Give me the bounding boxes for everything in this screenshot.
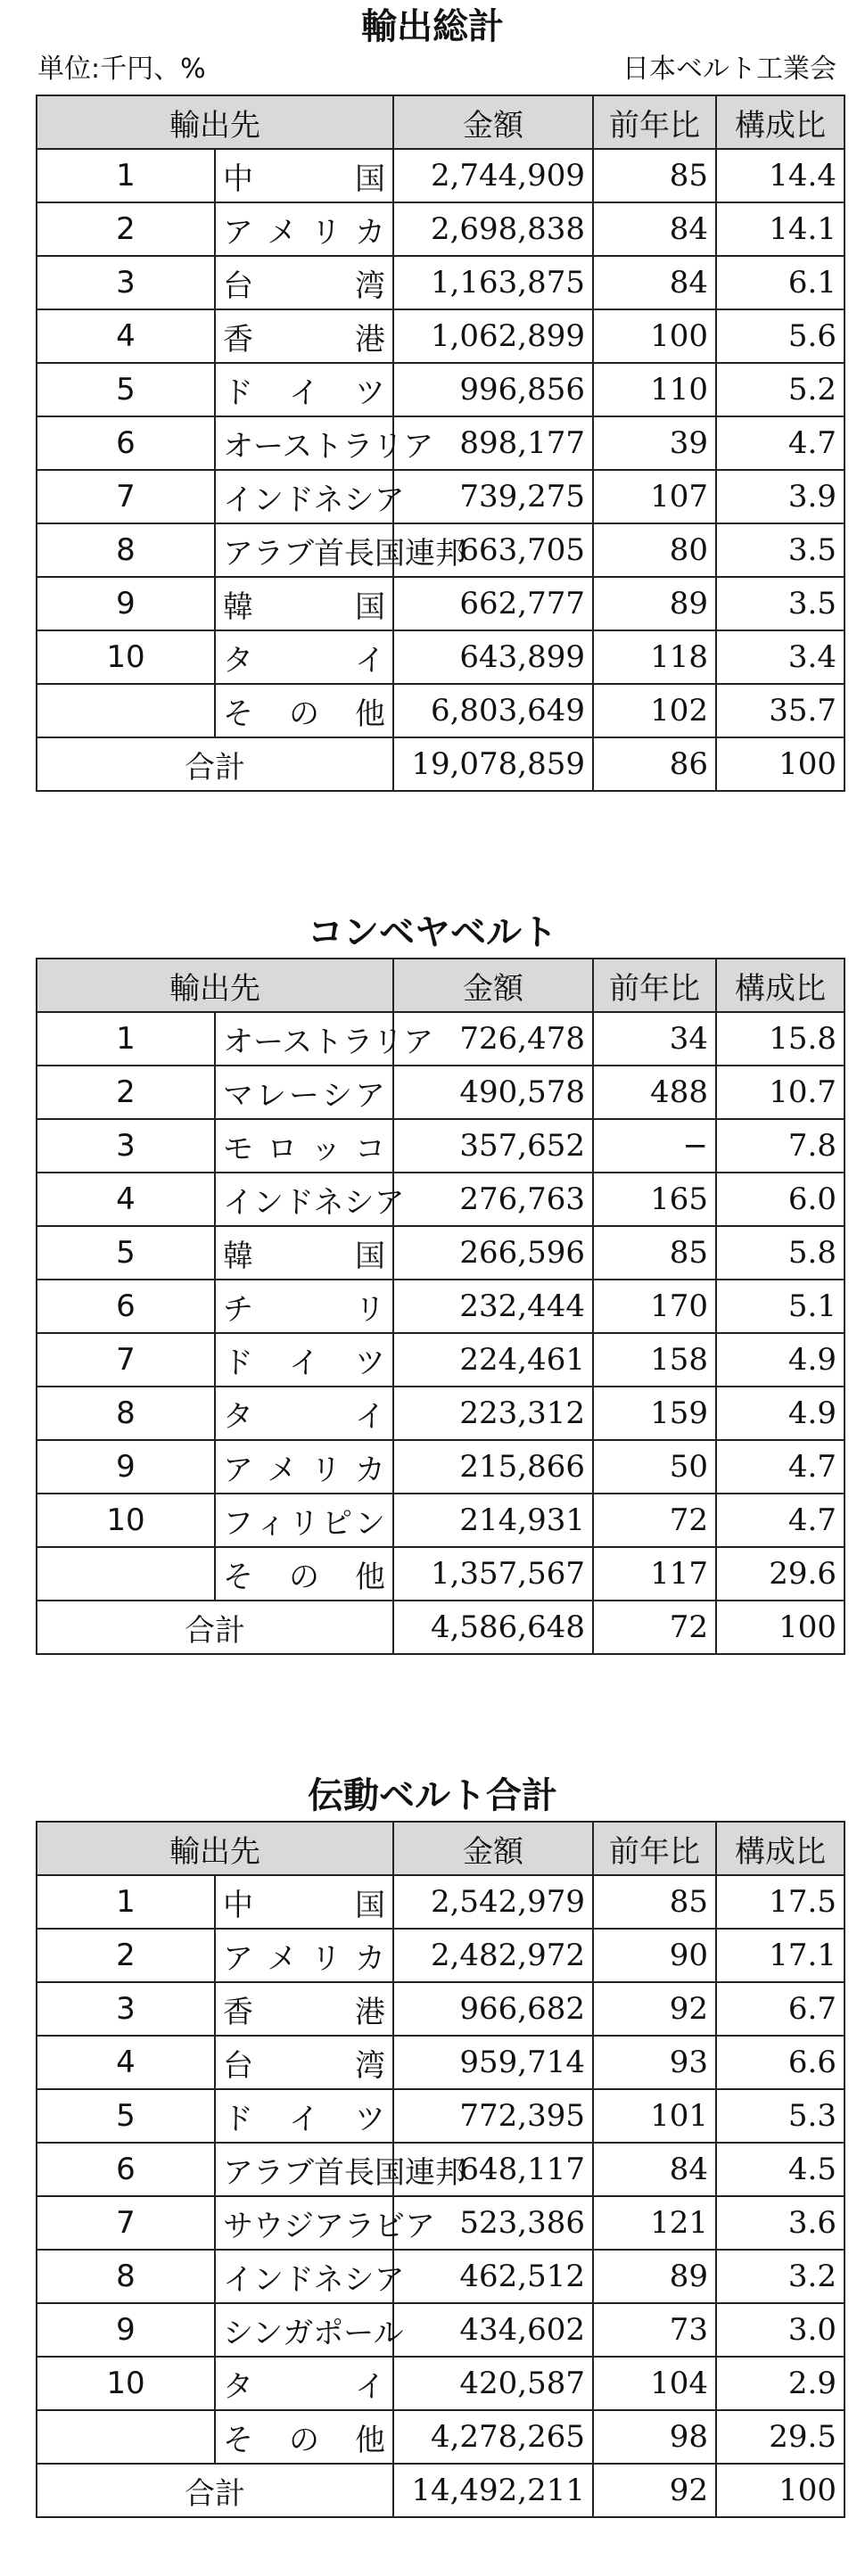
share-cell: 3.5 [716,523,844,577]
yoy-cell: 89 [593,2250,716,2303]
amount-cell: 462,512 [393,2250,593,2303]
amount-cell: 772,395 [393,2089,593,2143]
destination-cell [215,1066,393,1119]
header-amount: 金額 [393,1822,593,1875]
yoy-cell: 110 [593,363,716,416]
yoy-cell: 90 [593,1929,716,1982]
amount-cell: 276,763 [393,1173,593,1226]
yoy-cell: 34 [593,1012,716,1066]
yoy-cell: 50 [593,1440,716,1494]
destination-name: タ イ [223,1398,385,1435]
share-cell: 2.9 [716,2357,844,2410]
table-row [37,1012,844,1066]
amount-cell: 1,357,567 [393,1547,593,1601]
rank-cell: 5 [37,1226,215,1280]
share-cell: 4.9 [716,1387,844,1440]
yoy-cell: 85 [593,149,716,202]
yoy-cell: 72 [593,1494,716,1547]
share-cell: 5.3 [716,2089,844,2143]
table-header-row [37,95,844,149]
destination-cell [215,1440,393,1494]
share-cell: 3.2 [716,2250,844,2303]
share-cell: 3.9 [716,470,844,523]
amount-cell: 2,698,838 [393,202,593,256]
yoy-cell: 170 [593,1280,716,1333]
table-row [37,256,844,309]
share-cell: 4.7 [716,1494,844,1547]
rank-cell [37,684,215,737]
destination-name: タ イ [223,642,385,679]
yoy-cell: − [593,1119,716,1173]
table-row [37,1173,844,1226]
yoy-cell: 117 [593,1547,716,1601]
destination-cell: インドネシア [215,2250,393,2303]
table-row [37,2089,844,2143]
rank-cell: 6 [37,1280,215,1333]
destination-name: タ イ [223,2368,385,2405]
table-row [37,630,844,684]
export-table [36,958,845,1655]
rank-cell [37,1547,215,1601]
destination-name: 中 国 [223,160,385,197]
amount-cell: 663,705 [393,523,593,577]
yoy-cell: 158 [593,1333,716,1387]
destination-cell: アラブ首長国連邦 [215,523,393,577]
yoy-cell: 159 [593,1387,716,1440]
total-amount: 4,586,648 [393,1601,593,1654]
amount-cell: 996,856 [393,363,593,416]
header-yoy: 前年比 [593,95,716,149]
yoy-cell: 85 [593,1226,716,1280]
amount-cell: 2,482,972 [393,1929,593,1982]
destination-cell [215,1929,393,1982]
table-row [37,577,844,630]
rank-cell: 3 [37,256,215,309]
rank-cell: 8 [37,523,215,577]
destination-cell [215,1387,393,1440]
amount-cell: 434,602 [393,2303,593,2357]
total-yoy: 72 [593,1601,716,1654]
table-row [37,684,844,737]
yoy-cell: 84 [593,256,716,309]
share-cell: 3.6 [716,2196,844,2250]
total-row [37,1601,844,1654]
destination-cell [215,577,393,630]
yoy-cell: 102 [593,684,716,737]
source-label: 日本ベルト工業会 [622,53,836,85]
rank-cell: 6 [37,2143,215,2196]
rank-cell: 4 [37,1173,215,1226]
header-yoy: 前年比 [593,1822,716,1875]
share-cell: 17.1 [716,1929,844,1982]
destination-cell [215,1280,393,1333]
total-share: 100 [716,2464,844,2517]
share-cell: 3.5 [716,577,844,630]
share-cell: 4.7 [716,1440,844,1494]
destination-name: マ レ ー シ ア [223,1077,385,1114]
amount-cell: 232,444 [393,1280,593,1333]
total-share: 100 [716,1601,844,1654]
destination-name: 中 国 [223,1887,385,1923]
share-cell: 29.5 [716,2410,844,2464]
share-cell: 5.1 [716,1280,844,1333]
destination-cell [215,149,393,202]
table-row [37,1982,844,2036]
header-share: 構成比 [716,959,844,1012]
destination-name: そ の 他 [223,2422,385,2458]
yoy-cell: 84 [593,2143,716,2196]
rank-cell: 3 [37,1119,215,1173]
table-header-row [37,1822,844,1875]
share-cell: 6.6 [716,2036,844,2089]
share-cell: 35.7 [716,684,844,737]
rank-cell: 10 [37,630,215,684]
amount-cell: 662,777 [393,577,593,630]
yoy-cell: 107 [593,470,716,523]
rank-cell: 2 [37,1066,215,1119]
amount-cell: 215,866 [393,1440,593,1494]
table-row [37,1066,844,1119]
table-row [37,523,844,577]
table-row [37,2250,844,2303]
table-row [37,1494,844,1547]
amount-cell: 898,177 [393,416,593,470]
section-title: コンベヤベルト [308,912,557,953]
rank-cell: 8 [37,2250,215,2303]
table-row [37,1440,844,1494]
share-cell: 3.0 [716,2303,844,2357]
rank-cell: 7 [37,1333,215,1387]
total-label: 合計 [37,1601,393,1654]
total-amount: 14,492,211 [393,2464,593,2517]
table-row [37,2036,844,2089]
table-row [37,1280,844,1333]
share-cell: 7.8 [716,1119,844,1173]
destination-cell: アラブ首長国連邦 [215,2143,393,2196]
amount-cell: 739,275 [393,470,593,523]
amount-cell: 6,803,649 [393,684,593,737]
section-title: 伝動ベルト合計 [308,1775,557,1816]
yoy-cell: 84 [593,202,716,256]
rank-cell: 2 [37,1929,215,1982]
table-row [37,416,844,470]
table-body [37,149,844,791]
share-cell: 29.6 [716,1547,844,1601]
rank-cell: 1 [37,1875,215,1929]
destination-cell: オーストラリア [215,416,393,470]
destination-cell [215,1547,393,1601]
amount-cell: 523,386 [393,2196,593,2250]
rank-cell: 9 [37,577,215,630]
destination-cell [215,2036,393,2089]
share-cell: 14.4 [716,149,844,202]
destination-name: そ の 他 [223,695,385,732]
rank-cell: 10 [37,1494,215,1547]
amount-cell: 266,596 [393,1226,593,1280]
share-cell: 15.8 [716,1012,844,1066]
total-yoy: 86 [593,737,716,791]
destination-cell [215,1982,393,2036]
destination-cell [215,1875,393,1929]
yoy-cell: 85 [593,1875,716,1929]
amount-cell: 357,652 [393,1119,593,1173]
share-cell: 14.1 [716,202,844,256]
yoy-cell: 93 [593,2036,716,2089]
destination-name: ド イ ツ [223,1345,385,1381]
rank-cell: 8 [37,1387,215,1440]
section-title: 輸出総計 [361,6,504,47]
destination-name: 台 湾 [223,267,385,304]
table-row [37,1119,844,1173]
rank-cell: 5 [37,363,215,416]
total-yoy: 92 [593,2464,716,2517]
destination-name: ア メ リ カ [223,1452,385,1488]
amount-cell: 959,714 [393,2036,593,2089]
destination-cell [215,1226,393,1280]
destination-cell [215,2410,393,2464]
table-row [37,1875,844,1929]
table-row [37,1547,844,1601]
table-row [37,2143,844,2196]
share-cell: 6.7 [716,1982,844,2036]
rank-cell: 4 [37,309,215,363]
destination-cell [215,630,393,684]
destination-cell [215,1333,393,1387]
header-share: 構成比 [716,1822,844,1875]
table-row [37,363,844,416]
table-row [37,1387,844,1440]
amount-cell: 420,587 [393,2357,593,2410]
yoy-cell: 100 [593,309,716,363]
destination-name: ア メ リ カ [223,214,385,251]
header-dest: 輸出先 [37,95,393,149]
destination-name: ド イ ツ [223,374,385,411]
destination-cell [215,2089,393,2143]
rank-cell: 7 [37,470,215,523]
share-cell: 5.2 [716,363,844,416]
destination-name: ア メ リ カ [223,1940,385,1977]
amount-cell: 648,117 [393,2143,593,2196]
destination-cell [215,256,393,309]
export-table [36,1821,845,2518]
yoy-cell: 39 [593,416,716,470]
table-row [37,470,844,523]
rank-cell [37,2410,215,2464]
destination-name: 台 湾 [223,2047,385,2084]
amount-cell: 2,542,979 [393,1875,593,1929]
destination-cell [215,1494,393,1547]
amount-cell: 4,278,265 [393,2410,593,2464]
total-row [37,2464,844,2517]
destination-name: ド イ ツ [223,2101,385,2137]
share-cell: 4.5 [716,2143,844,2196]
destination-name: チ リ [223,1291,385,1328]
rank-cell: 4 [37,2036,215,2089]
yoy-cell: 165 [593,1173,716,1226]
yoy-cell: 104 [593,2357,716,2410]
amount-cell: 490,578 [393,1066,593,1119]
table-row [37,1929,844,1982]
header-amount: 金額 [393,959,593,1012]
table-row [37,2410,844,2464]
table-body [37,1875,844,2517]
destination-cell [215,2357,393,2410]
share-cell: 10.7 [716,1066,844,1119]
header-dest: 輸出先 [37,959,393,1012]
destination-cell: サウジアラビア [215,2196,393,2250]
amount-cell: 223,312 [393,1387,593,1440]
rank-cell: 7 [37,2196,215,2250]
share-cell: 5.6 [716,309,844,363]
yoy-cell: 118 [593,630,716,684]
table-row [37,2196,844,2250]
rank-cell: 10 [37,2357,215,2410]
rank-cell: 5 [37,2089,215,2143]
destination-name: 香 港 [223,321,385,358]
rank-cell: 2 [37,202,215,256]
table-row [37,309,844,363]
yoy-cell: 101 [593,2089,716,2143]
destination-cell: インドネシア [215,1173,393,1226]
destination-name: フ ィ リ ピ ン [223,1505,385,1542]
destination-cell [215,684,393,737]
destination-cell [215,363,393,416]
amount-cell: 2,744,909 [393,149,593,202]
table-row [37,2303,844,2357]
header-amount: 金額 [393,95,593,149]
share-cell: 6.1 [716,256,844,309]
total-row [37,737,844,791]
destination-cell [215,202,393,256]
unit-label: 単位:千円、% [37,53,206,85]
rank-cell: 1 [37,1012,215,1066]
amount-cell: 1,163,875 [393,256,593,309]
share-cell: 3.4 [716,630,844,684]
yoy-cell: 73 [593,2303,716,2357]
rank-cell: 9 [37,1440,215,1494]
total-amount: 19,078,859 [393,737,593,791]
rank-cell: 9 [37,2303,215,2357]
amount-cell: 224,461 [393,1333,593,1387]
rank-cell: 6 [37,416,215,470]
header-yoy: 前年比 [593,959,716,1012]
yoy-cell: 89 [593,577,716,630]
share-cell: 4.7 [716,416,844,470]
yoy-cell: 98 [593,2410,716,2464]
yoy-cell: 121 [593,2196,716,2250]
amount-cell: 726,478 [393,1012,593,1066]
total-share: 100 [716,737,844,791]
share-cell: 6.0 [716,1173,844,1226]
destination-name: 韓 国 [223,1238,385,1274]
destination-cell: インドネシア [215,470,393,523]
table-row [37,2357,844,2410]
destination-name: そ の 他 [223,1559,385,1595]
amount-cell: 643,899 [393,630,593,684]
share-cell: 5.8 [716,1226,844,1280]
header-share: 構成比 [716,95,844,149]
table-row [37,1226,844,1280]
destination-cell [215,309,393,363]
total-label: 合計 [37,737,393,791]
amount-cell: 966,682 [393,1982,593,2036]
amount-cell: 1,062,899 [393,309,593,363]
destination-cell: シンガポール [215,2303,393,2357]
export-table [36,95,845,792]
share-cell: 17.5 [716,1875,844,1929]
total-label: 合計 [37,2464,393,2517]
amount-cell: 214,931 [393,1494,593,1547]
rank-cell: 1 [37,149,215,202]
share-cell: 4.9 [716,1333,844,1387]
rank-cell: 3 [37,1982,215,2036]
table-header-row [37,959,844,1012]
yoy-cell: 80 [593,523,716,577]
destination-name: モ ロ ッ コ [223,1131,385,1167]
table-row [37,1333,844,1387]
yoy-cell: 488 [593,1066,716,1119]
destination-cell: オーストラリア [215,1012,393,1066]
table-row [37,149,844,202]
yoy-cell: 92 [593,1982,716,2036]
destination-name: 韓 国 [223,588,385,625]
destination-name: 香 港 [223,1994,385,2030]
destination-cell [215,1119,393,1173]
header-dest: 輸出先 [37,1822,393,1875]
table-body [37,1012,844,1654]
table-row [37,202,844,256]
